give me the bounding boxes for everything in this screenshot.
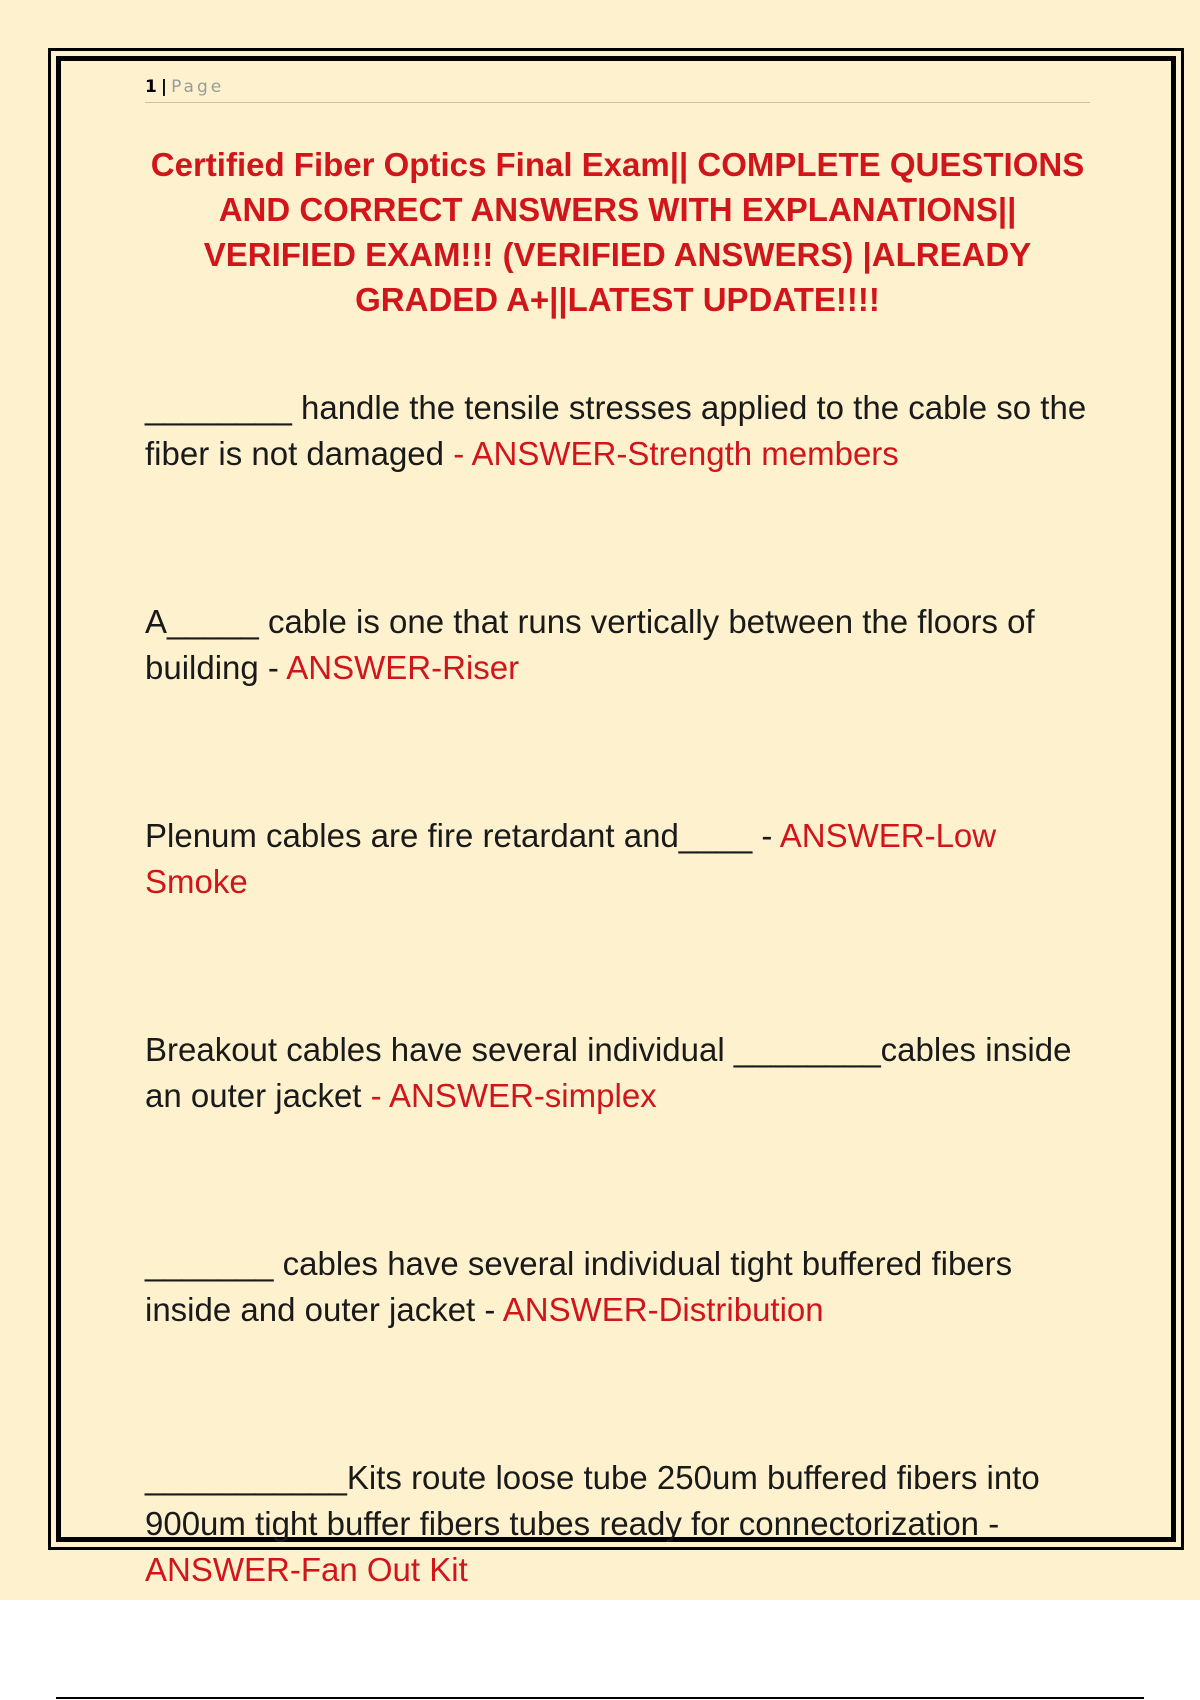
question-text: _______ cables have several individual tight buffered fibers inside and outer jacket - (145, 1245, 1013, 1328)
page-header (145, 74, 1090, 103)
question-text: A_____ cable is one that runs vertically between the floors of building - (145, 603, 1035, 686)
question-text: ________ handle the tensile stresses applied to the cable so the fiber is not damaged (145, 389, 1087, 472)
qa-item (145, 1455, 1090, 1593)
answer-text: ANSWER-Low Smoke (145, 817, 997, 900)
answer-text: ANSWER-Riser (286, 649, 520, 686)
question-text: Plenum cables are fire retardant and____ - (145, 817, 773, 854)
qa-item (145, 813, 1090, 905)
question-text: Breakout cables have several individual ________cables inside an outer jacket (145, 1031, 1072, 1114)
answer-text: ANSWER-Distribution (502, 1291, 824, 1328)
qa-item (145, 385, 1090, 477)
answer-text: - ANSWER-Strength members (453, 435, 899, 472)
qa-item (145, 1027, 1090, 1119)
next-page-rule (56, 1697, 1144, 1699)
page-label: Page (171, 77, 225, 97)
question-list (145, 385, 1090, 1593)
page-number: 1 (145, 77, 157, 97)
question-text: ___________Kits route loose tube 250um buffered fibers into 900um tight buffer fibers tubes ready for connectorization - (145, 1459, 1040, 1542)
document-title: Certified Fiber Optics Final Exam|| COMPLETE QUESTIONS AND CORRECT ANSWERS WITH EXPLANATIONS|| VERIFIED EXAM!!! (VERIFIED ANSWERS) |ALREADY GRADED A+||LATEST UPDATE!!!! (150, 146, 1085, 318)
qa-item (145, 599, 1090, 691)
answer-text: - ANSWER-simplex (370, 1077, 657, 1114)
answer-text: ANSWER-Fan Out Kit (145, 1551, 468, 1588)
page-separator: | (160, 77, 168, 97)
qa-item (145, 1241, 1090, 1333)
